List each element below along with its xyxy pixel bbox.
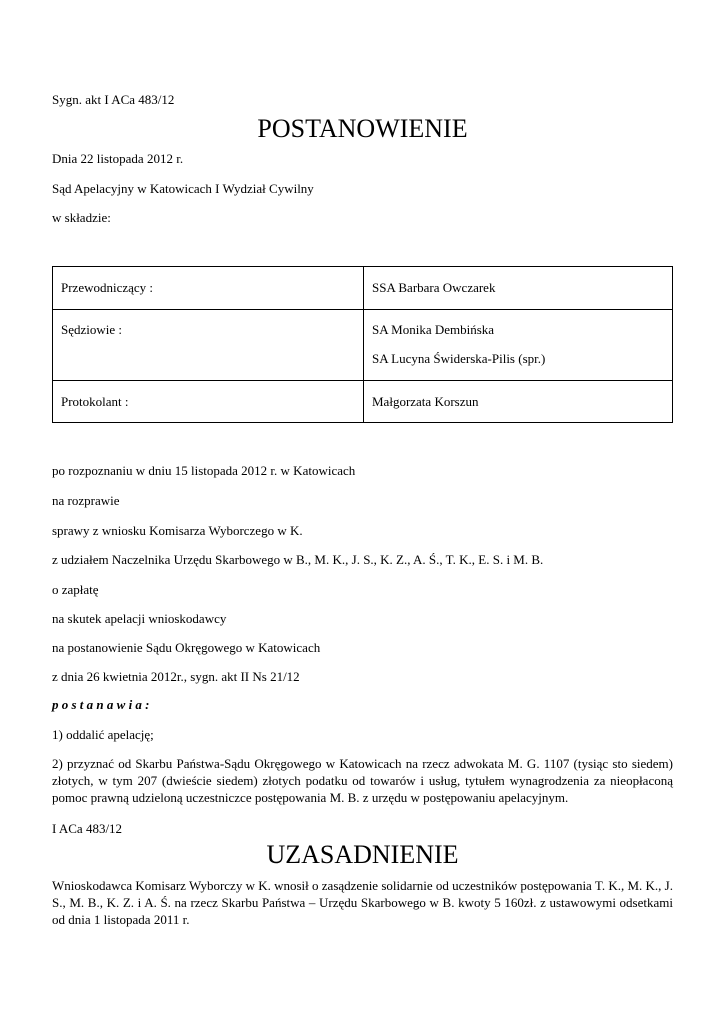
case-line: sprawy z wniosku Komisarza Wyborczego w K. xyxy=(52,523,303,538)
table-row xyxy=(53,267,673,310)
court-line: Sąd Apelacyjny w Katowicach I Wydział Cywilny xyxy=(52,181,314,196)
date-line: Dnia 22 listopada 2012 r. xyxy=(52,151,184,166)
table-row xyxy=(53,310,673,381)
session-line: na rozprawie xyxy=(52,493,120,508)
case-signature-bottom: I ACa 483/12 xyxy=(52,821,123,836)
participants-line: z udziałem Naczelnika Urzędu Skarbowego w B., M. K., J. S., K. Z., A. Ś., T. K., E. S. i M. B. xyxy=(52,552,544,567)
decision-date-line: z dnia 26 kwietnia 2012r., sygn. akt II Ns 21/12 xyxy=(52,669,300,684)
judges-names-cell xyxy=(364,310,673,381)
clerk-name-cell xyxy=(364,381,673,423)
document-title: POSTANOWIENIE xyxy=(257,114,468,143)
chair-label-cell xyxy=(53,267,364,310)
table-row xyxy=(53,381,673,423)
judge-1-name: SA Monika Dembińska xyxy=(372,322,495,337)
point-2: 2) przyznać od Skarbu Państwa-Sądu Okręgowego w Katowicach na rzecz adwokata M. G. 1107 (tysiąc sto siedem) złotych, w tym 207 (dwieście siedem) złotych podatku od towarów i usług, tytułem wynagrodzenia za nieopłaconą pomoc prawną udzieloną uczestniczce postępowania M. B. z urzędu w postępowaniu apelacyjnym. xyxy=(52,756,673,805)
clerk-name: Małgorzata Korszun xyxy=(372,394,479,409)
justification-text: Wnioskodawca Komisarz Wyborczy w K. wnosił o zasądzenie solidarnie od uczestników postępowania T. K., M. K., J. S., M. B., K. Z. i A. Ś. na rzecz Skarbu Państwa – Urzędu Skarbowego w B. kwoty 5 160zł. z ustawowymi odsetkami od dnia 1 listopada 2011 r. xyxy=(52,878,673,927)
hearing-line: po rozpoznaniu w dniu 15 listopada 2012 r. w Katowicach xyxy=(52,463,356,478)
court-composition-table xyxy=(52,266,673,423)
appeal-line: na skutek apelacji wnioskodawcy xyxy=(52,611,227,626)
case-signature: Sygn. akt I ACa 483/12 xyxy=(52,92,175,107)
point-1: 1) oddalić apelację; xyxy=(52,727,154,742)
chair-label: Przewodniczący : xyxy=(61,280,154,295)
justification-title: UZASADNIENIE xyxy=(266,840,459,869)
decision-of-line: na postanowienie Sądu Okręgowego w Katowicach xyxy=(52,640,321,655)
chair-name: SSA Barbara Owczarek xyxy=(372,280,496,295)
judges-label: Sędziowie : xyxy=(61,322,123,337)
decides-heading: p o s t a n a w i a : xyxy=(52,697,150,712)
composition-intro: w składzie: xyxy=(52,210,111,225)
judges-label-cell xyxy=(53,310,364,381)
judge-2-name: SA Lucyna Świderska-Pilis (spr.) xyxy=(372,351,546,366)
chair-name-cell xyxy=(364,267,673,310)
subject-line: o zapłatę xyxy=(52,582,99,597)
clerk-label-cell xyxy=(53,381,364,423)
clerk-label: Protokolant : xyxy=(61,394,129,409)
